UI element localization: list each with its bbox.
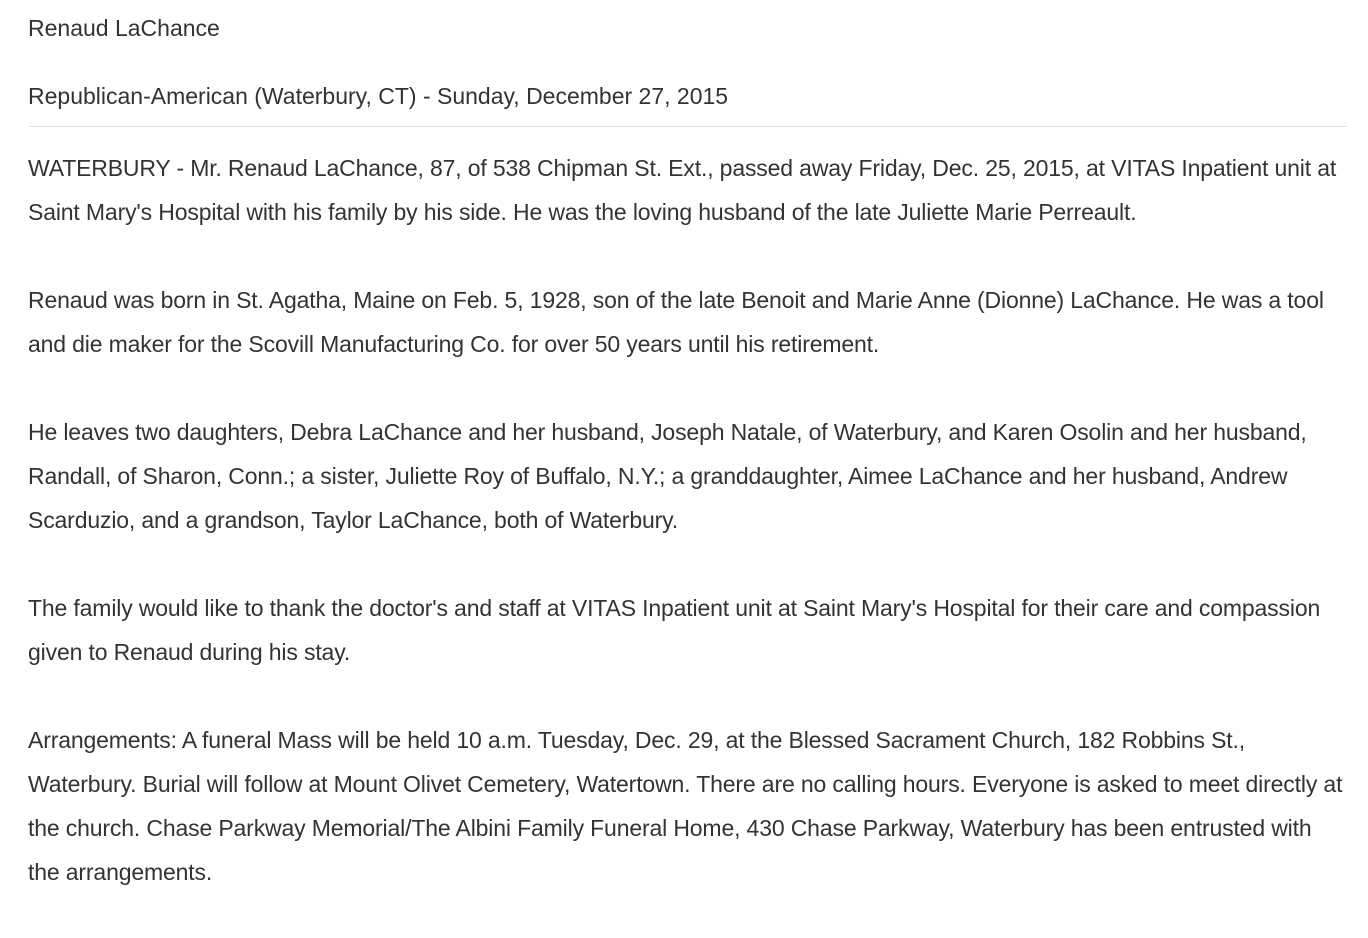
obituary-name: Renaud LaChance xyxy=(28,15,220,41)
obituary-body xyxy=(28,146,1348,938)
paragraph-intro: WATERBURY - Mr. Renaud LaChance, 87, of 538 Chipman St. Ext., passed away Friday, Dec. 25, 2015, at VITAS Inpatient unit at Saint Mary's Hospital with his family by his side. He was the loving husband of the late Juliette Marie Perreault. xyxy=(28,155,1337,225)
paragraph-survivors: He leaves two daughters, Debra LaChance and her husband, Joseph Natale, of Waterbury, and Karen Osolin and her husband, Randall, of Sharon, Conn.; a sister, Juliette Roy of Buffalo, N.Y.; a granddaughter, Aimee LaChance and her husband, Andrew Scarduzio, and a grandson, Taylor LaChance, both of Waterbury. xyxy=(28,419,1307,533)
paragraph-arrangements: Arrangements: A funeral Mass will be held 10 a.m. Tuesday, Dec. 29, at the Blessed Sacrament Church, 182 Robbins St., Waterbury. Burial will follow at Mount Olivet Cemetery, Watertown. There are no calling hours. Everyone is asked to meet directly at the church. Chase Parkway Memorial/The Albini Family Funeral Home, 430 Chase Parkway, Waterbury has been entrusted with the arrangements. xyxy=(28,727,1343,885)
paragraph-biography: Renaud was born in St. Agatha, Maine on Feb. 5, 1928, son of the late Benoit and Marie Anne (Dionne) LaChance. He was a tool and die maker for the Scovill Manufacturing Co. for over 50 years until his retirement. xyxy=(28,287,1324,357)
publication-source: Republican-American (Waterbury, CT) - Sunday, December 27, 2015 xyxy=(28,83,729,109)
divider xyxy=(28,126,1348,127)
paragraph-thanks: The family would like to thank the doctor's and staff at VITAS Inpatient unit at Saint Mary's Hospital for their care and compassion given to Renaud during his stay. xyxy=(28,595,1321,665)
